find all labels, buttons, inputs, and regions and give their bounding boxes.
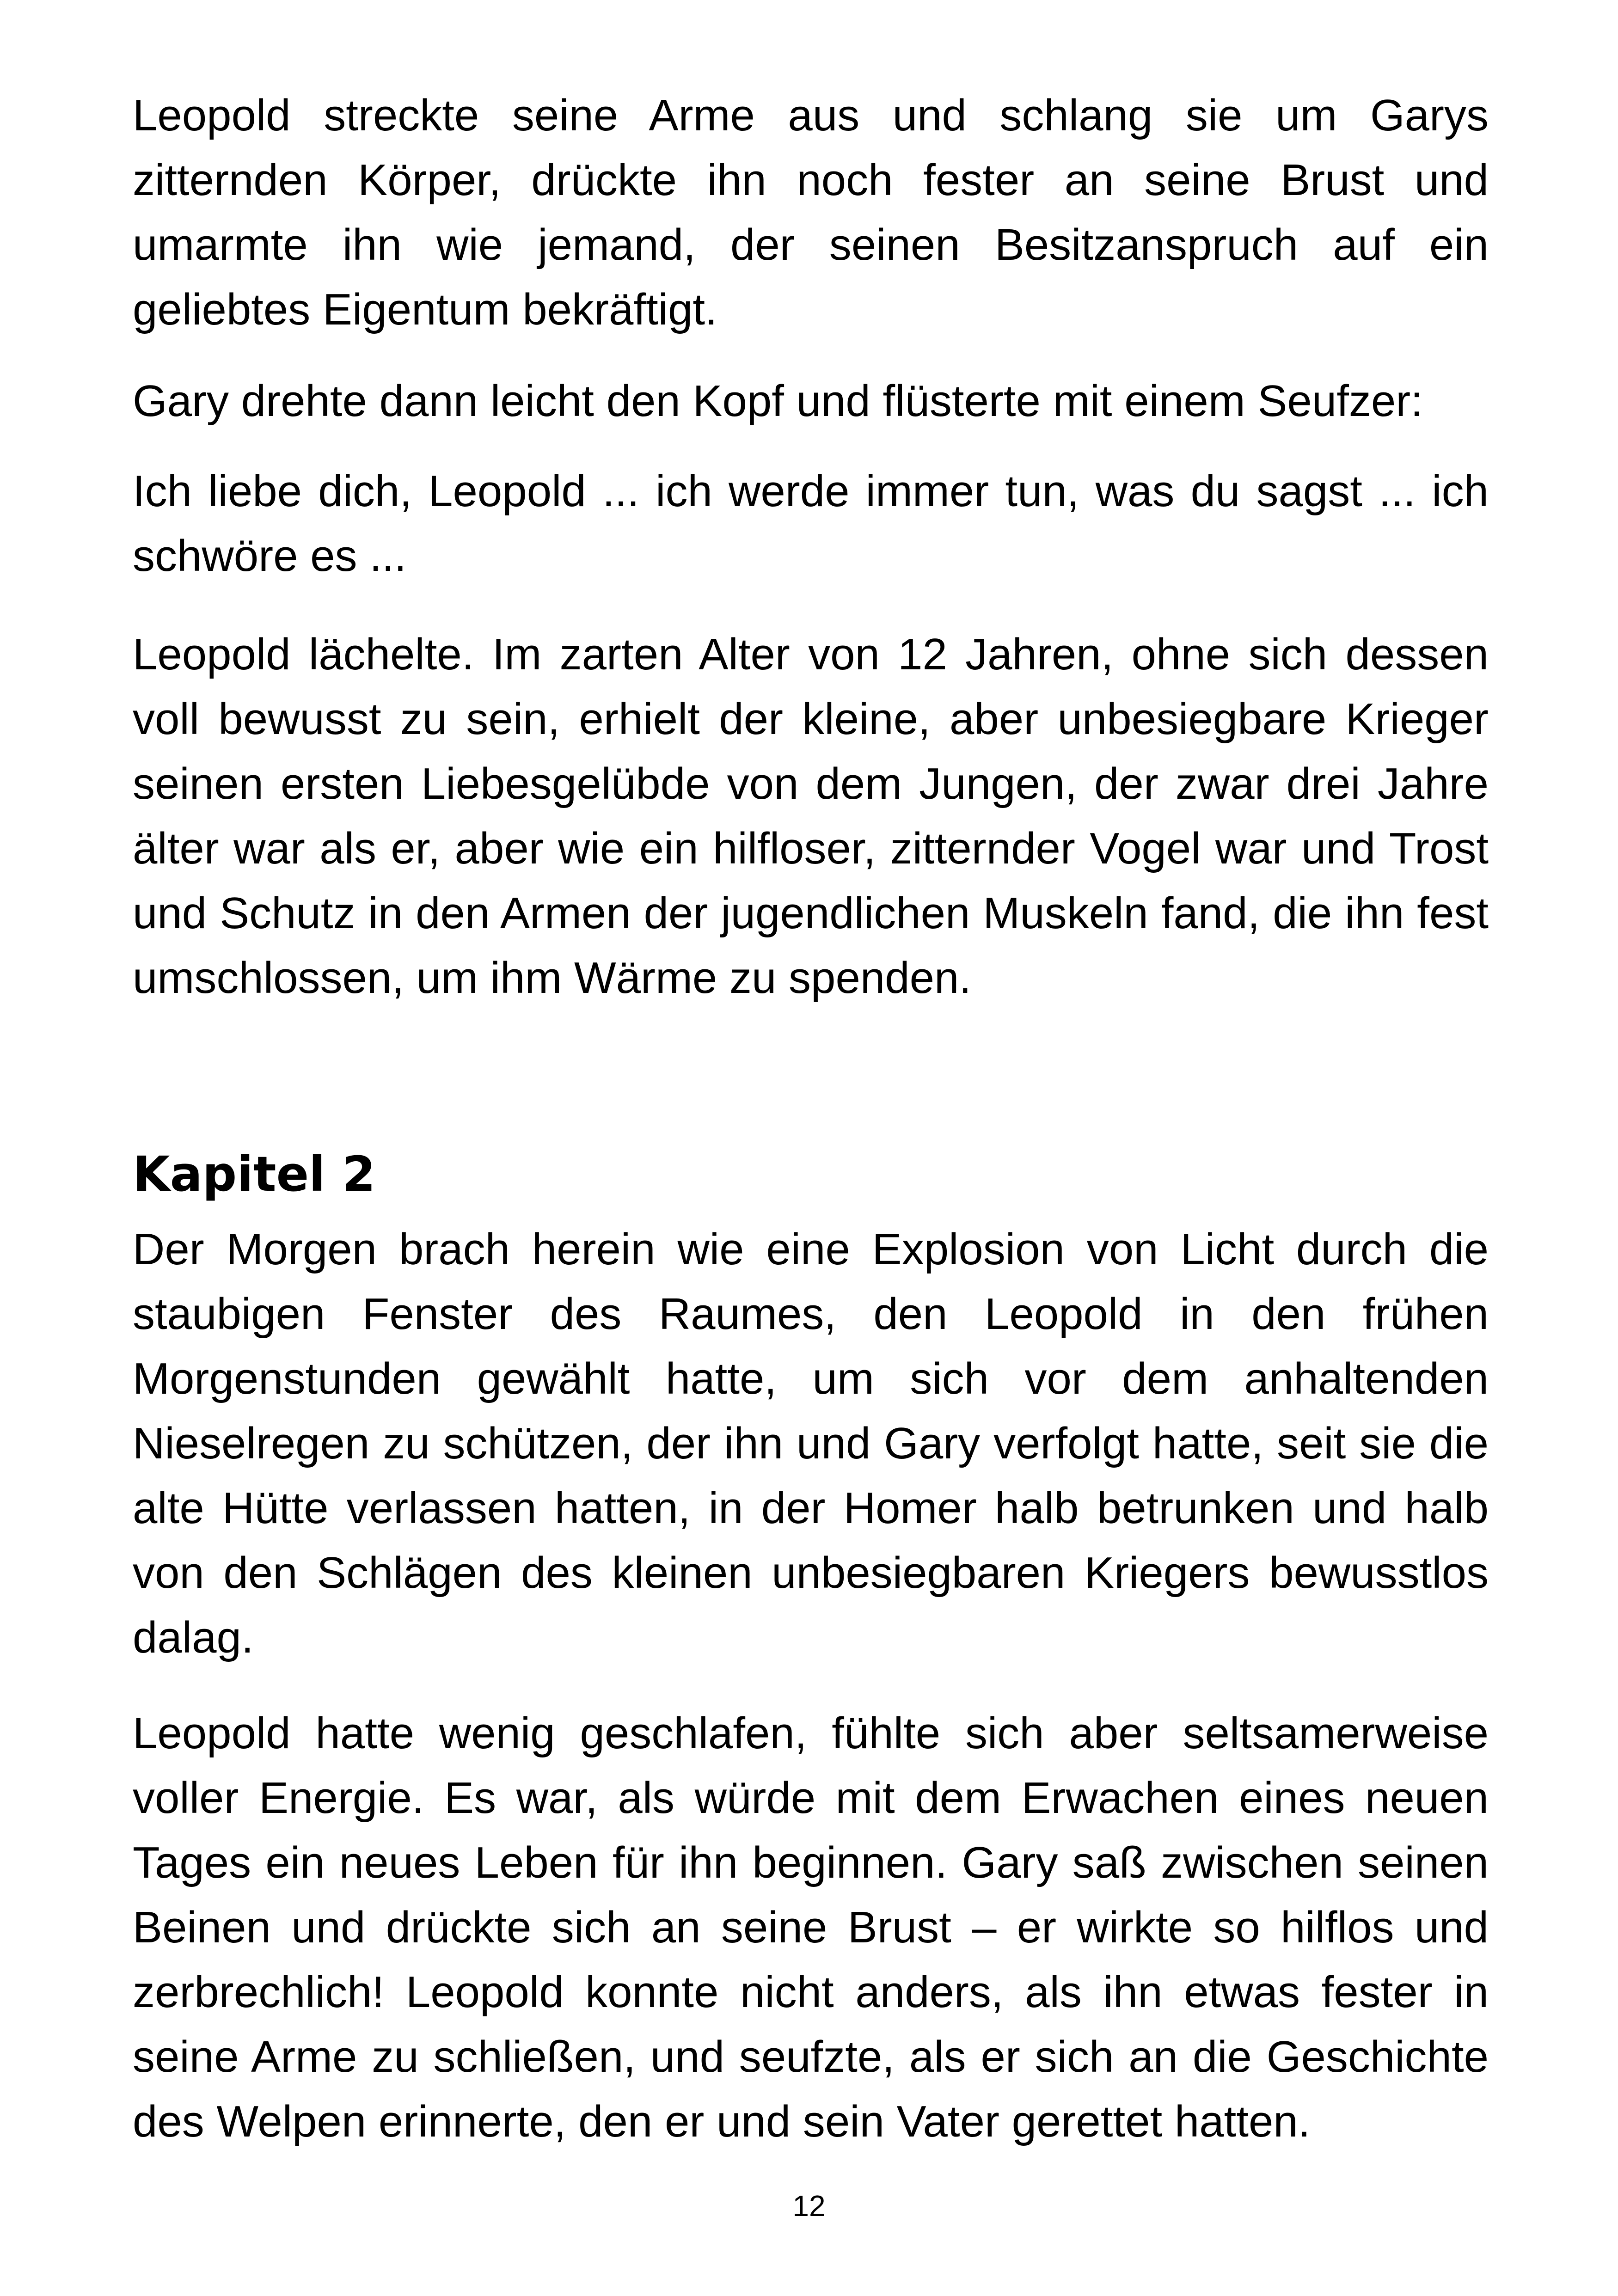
page-number: 12 [792,2189,826,2223]
paragraph-5: Der Morgen brach herein wie eine Explosion von Licht durch die staubigen Fenster des Raumes, den Leopold in den frühen Morgenstunden gewählt hatte, um sich vor dem anhaltenden Nieselregen zu schützen, der ihn und Gary verfolgt hatte, seit sie die alte Hütte verlassen hatten, in der Homer halb betrunken und halb von den Schlägen des kleinen unbesiegbaren Kriegers bewusstlos dalag. [133,1225,1489,1662]
paragraph-2: Gary drehte dann leicht den Kopf und flüsterte mit einem Seufzer: [133,376,1423,426]
paragraph-4: Leopold lächelte. Im zarten Alter von 12 Jahren, ohne sich dessen voll bewusst zu sein, erhielt der kleine, aber unbesiegbare Krieger seinen ersten Liebesgelübde von dem Jungen, der zwar drei Jahre älter war als er, aber wie ein hilfloser, zitternder Vogel war und Trost und Schutz in den Armen der jugendlichen Muskeln fand, die ihn fest umschlossen, um ihm Wärme zu spenden. [133,630,1489,1003]
paragraph-6: Leopold hatte wenig geschlafen, fühlte sich aber seltsamerweise voller Energie. Es war, als würde mit dem Erwachen eines neuen Tages ein neues Leben für ihn beginnen. Gary saß zwischen seinen Beinen und drückte sich an seine Brust – er wirkte so hilflos und zerbrechlich! Leopold konnte nicht anders, als ihn etwas fester in seine Arme zu schließen, und seufzte, als er sich an die Geschichte des Welpen erinnerte, den er und sein Vater gerettet hatten. [133,1708,1489,2146]
paragraph-3: Ich liebe dich, Leopold ... ich werde immer tun, was du sagst ... ich schwöre es ... [133,466,1489,581]
paragraph-1: Leopold streckte seine Arme aus und schlang sie um Garys zitternden Körper, drückte ihn noch fester an seine Brust und umarmte ihn wie jemand, der seinen Besitzanspruch auf ein geliebtes Eigentum bekräftigt. [133,91,1489,334]
chapter-heading: Kapitel 2 [133,1146,376,1202]
